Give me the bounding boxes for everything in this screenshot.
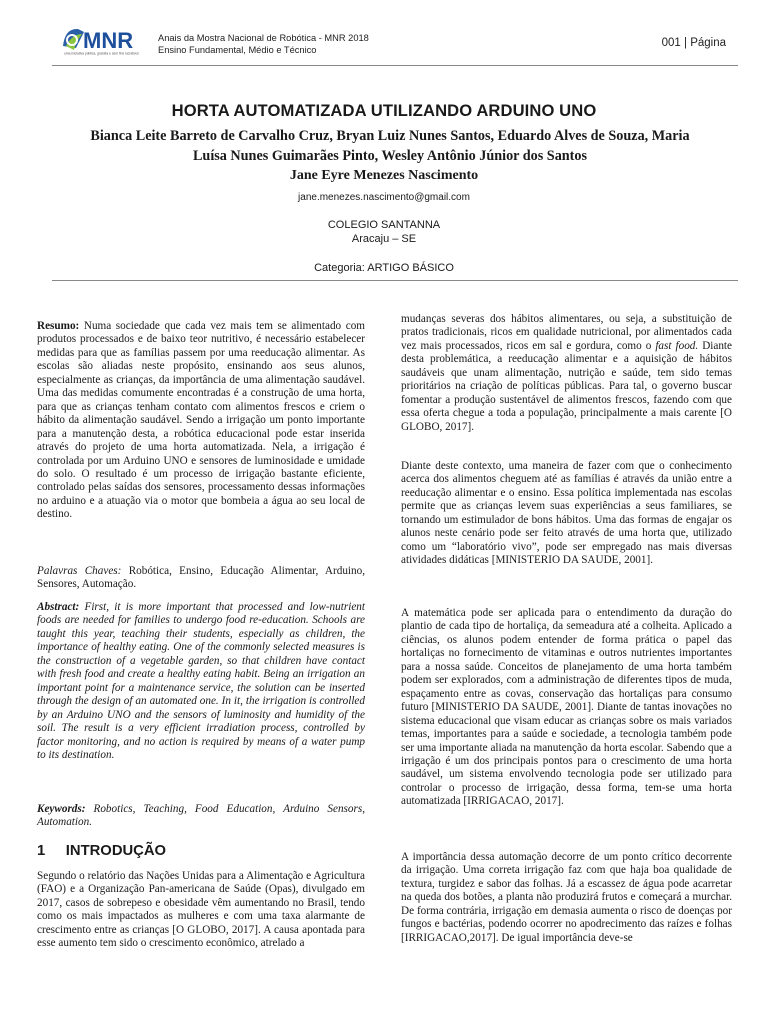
abstract-label: Abstract: bbox=[37, 601, 80, 613]
advisor-email: jane.menezes.nascimento@gmail.com bbox=[298, 192, 470, 203]
keywords-paragraph bbox=[37, 803, 365, 830]
resumo-label: Resumo: bbox=[37, 320, 80, 332]
intro-text-1: Segundo o relatório das Nações Unidas para a Alimentação e Agricultura (FAO) e a Organização Pan-americana de Saúde (Opas), divulgado em 2017, casos de sobrepeso e obesidade vêm aumentando no Brasil, tendo como os mais impactados as mulheres e com uma taxa alarmante de crescimento entre as crianças [O GLOBO, 2017]. A causa apontada para esse aumento tem sido o crescimento econômico, atrelado a bbox=[37, 870, 365, 950]
journal-line-1: Anais da Mostra Nacional de Robótica - MNR 2018 bbox=[158, 33, 369, 43]
right-p1-b: Diante desta problemática, a reeducação alimentar e a aquisição de hábitos saudáveis que unam alimentação, nutrição e saúde, tem sido temas prioritários na criação de políticas públicas. Para tal, o governo buscar fomentar a produção sustentável de alimentos frescos, fazendo com que essa oferta chegue a toda a população, principalmente a mais carente [O GLOBO, 2017]. bbox=[401, 339, 733, 433]
logo-text: MNR bbox=[83, 28, 134, 53]
right-text-4: A importância dessa automação decorre de um ponto crítico decorrente da irrigação. Uma correta irrigação faz com que haja boa qualidade de textura, turgidez e sabor das folhas. Já a escassez de água pode acarretar na queda dos botões, a planta não produzirá frutos e começará a murchar. De forma contrária, irrigação em demasia aumenta o risco de doenças por fungos e bactérias, podendo ocorrer no apodrecimento das raízes e folhas [IRRIGACAO,2017]. De igual importância deve-se bbox=[401, 851, 732, 944]
palavras-paragraph bbox=[37, 565, 365, 592]
right-paragraph-1 bbox=[401, 313, 732, 434]
abstract-paragraph bbox=[37, 601, 365, 762]
logo-tagline: uma iniciativa pública, gratuita e sem fins lucrativos bbox=[64, 51, 139, 56]
right-p1-italic: fast food. bbox=[655, 339, 699, 352]
right-paragraph-4 bbox=[401, 851, 732, 945]
keywords-label: Keywords: bbox=[37, 803, 86, 815]
resumo-paragraph bbox=[37, 320, 365, 522]
mnr-logo bbox=[60, 22, 152, 56]
right-paragraph-2 bbox=[401, 460, 732, 568]
journal-header bbox=[158, 33, 369, 56]
resumo-text: Numa sociedade que cada vez mais tem se alimentado com produtos processados e de baixo teor nutritivo, é necessário estabelecer medidas para que as famílias passem por uma reeducação alimentar. As escolas são aliadas neste propósito, ensinando aos seus alunos, especialmente as crianças, da importância de uma alimentação saudável. Uma das medidas comumente encontradas é a construção de uma horta, para que as crianças tenham contato com alimentos frescos e criem o hábito da alimentação saudável. Sendo a irrigação um ponto importante para a manutenção desta, a robótica educacional pode estar inserida através do projeto de uma horta automatizada. Nela, a irrigação é controlada por um Arduino UNO e sensores de luminosidade e umidade do solo. O resultado é um processo de irrigação bastante eficiente, controlado pelas saídas dos sensores, processamento dessas informações no arduino e a atuação via o motor que bombeia a água ao seu local de destino. bbox=[37, 320, 365, 521]
section-heading-introducao: 1 INTRODUÇÃO bbox=[37, 843, 167, 859]
palavras-text: Robótica, Ensino, Educação Alimentar, Arduino, Sensores, Automação. bbox=[37, 565, 366, 591]
school-city: Aracaju – SE bbox=[351, 232, 417, 245]
right-p1-a: mudanças severas dos hábitos alimentares, ou seja, a substituição de pratos tradicionais, ricos em qualidade nutricional, por alimentados cada vez mais processados, ricos em sal e gordura, como o bbox=[401, 313, 732, 352]
category-divider bbox=[52, 280, 738, 281]
journal-line-2: Ensino Fundamental, Médio e Técnico bbox=[158, 44, 317, 55]
authors-line-2: Luísa Nunes Guimarães Pinto, Wesley Antônio Júnior dos Santos bbox=[192, 147, 588, 164]
right-text-3: A matemática pode ser aplicada para o entendimento da duração do plantio de cada tipo de hortaliça, da semeadura até a colheita. Aplicado a ciências, os alunos podem entender de forma prática o papel das hortaliças no fornecimento de vitaminas e outros nutrientes importantes para a nossa saúde. Conceitos de planejamento de uma horta também podem ser explorados, com a administração de diferentes tipos de muda, espaçamento entre as covas, conservação das hortaliças para consumo futuro [MINISTERIO DA SAUDE, 2001]. Diante de tantas inovações no sistema educacional que visam educar as crianças sobre os mais variados temas, importantes para a saúde e sociedade, a tecnologia também pode ser uma importante aliada na manutenção da horta escolar. Sabendo que a irrigação é um dos principais pontos para o crescimento de uma horta saudável, um sistema envolvendo tecnologia pode ser utilizado para controlar o processo de irrigação, dessa forma, tem-se uma horta automatizada [IRRIGACAO, 2017]. bbox=[401, 607, 732, 808]
right-paragraph-3 bbox=[401, 607, 732, 809]
page-number: 001 | Página bbox=[661, 37, 726, 49]
keywords-text: Robotics, Teaching, Food Education, Arduino Sensors, Automation. bbox=[37, 803, 365, 829]
institution bbox=[0, 219, 768, 246]
right-text-2: Diante deste contexto, uma maneira de fazer com que o conhecimento acerca dos alimentos cheguem até as famílias é através da união entre a reeducação alimentar e o ensino. Essa política implementada nas escolas permite que as crianças levem suas experiências a seus familiares, se tornando um estimulador de bons hábitos. Uma das formas de engajar os alunos neste cenário pode ser feito através de uma horta que, utilizado como um “laboratório vivo”, pode ser empregado nas mais diversas atividades didáticas [MINISTERIO DA SAUDE, 2001]. bbox=[401, 460, 732, 567]
intro-paragraph-1 bbox=[37, 870, 365, 951]
paper-title: HORTA AUTOMATIZADA UTILIZANDO ARDUINO UNO bbox=[171, 101, 597, 120]
authors bbox=[40, 127, 740, 166]
palavras-label: Palavras Chaves: bbox=[37, 565, 122, 577]
authors-line-1: Bianca Leite Barreto de Carvalho Cruz, Bryan Luiz Nunes Santos, Eduardo Alves de Souza, Maria bbox=[90, 128, 690, 144]
advisor-name: Jane Eyre Menezes Nascimento bbox=[289, 168, 479, 183]
school-name: COLEGIO SANTANNA bbox=[327, 219, 441, 231]
header-divider bbox=[52, 65, 738, 66]
abstract-text: First, it is more important that processed and low-nutrient foods are needed for families to undergo food re-education. Schools are taught this year, teaching their students, especially as children, the importance of healthy eating. One of the commonly selected measures is the construction of a vegetable garden, so that children have contact with fresh food and create a healthy eating habit. Being an irrigation an important point for a maintenance service, the solution can be inserted through the design of an automated one. In it, the irrigation is controlled by an Arduino UNO and the sensors of luminosity and humidity of the soil. The result is a very efficient irradiation process, controlled by factor monitoring, and no action is required by means of a water pump to its destination. bbox=[37, 601, 365, 761]
category: Categoria: ARTIGO BÁSICO bbox=[314, 262, 454, 274]
